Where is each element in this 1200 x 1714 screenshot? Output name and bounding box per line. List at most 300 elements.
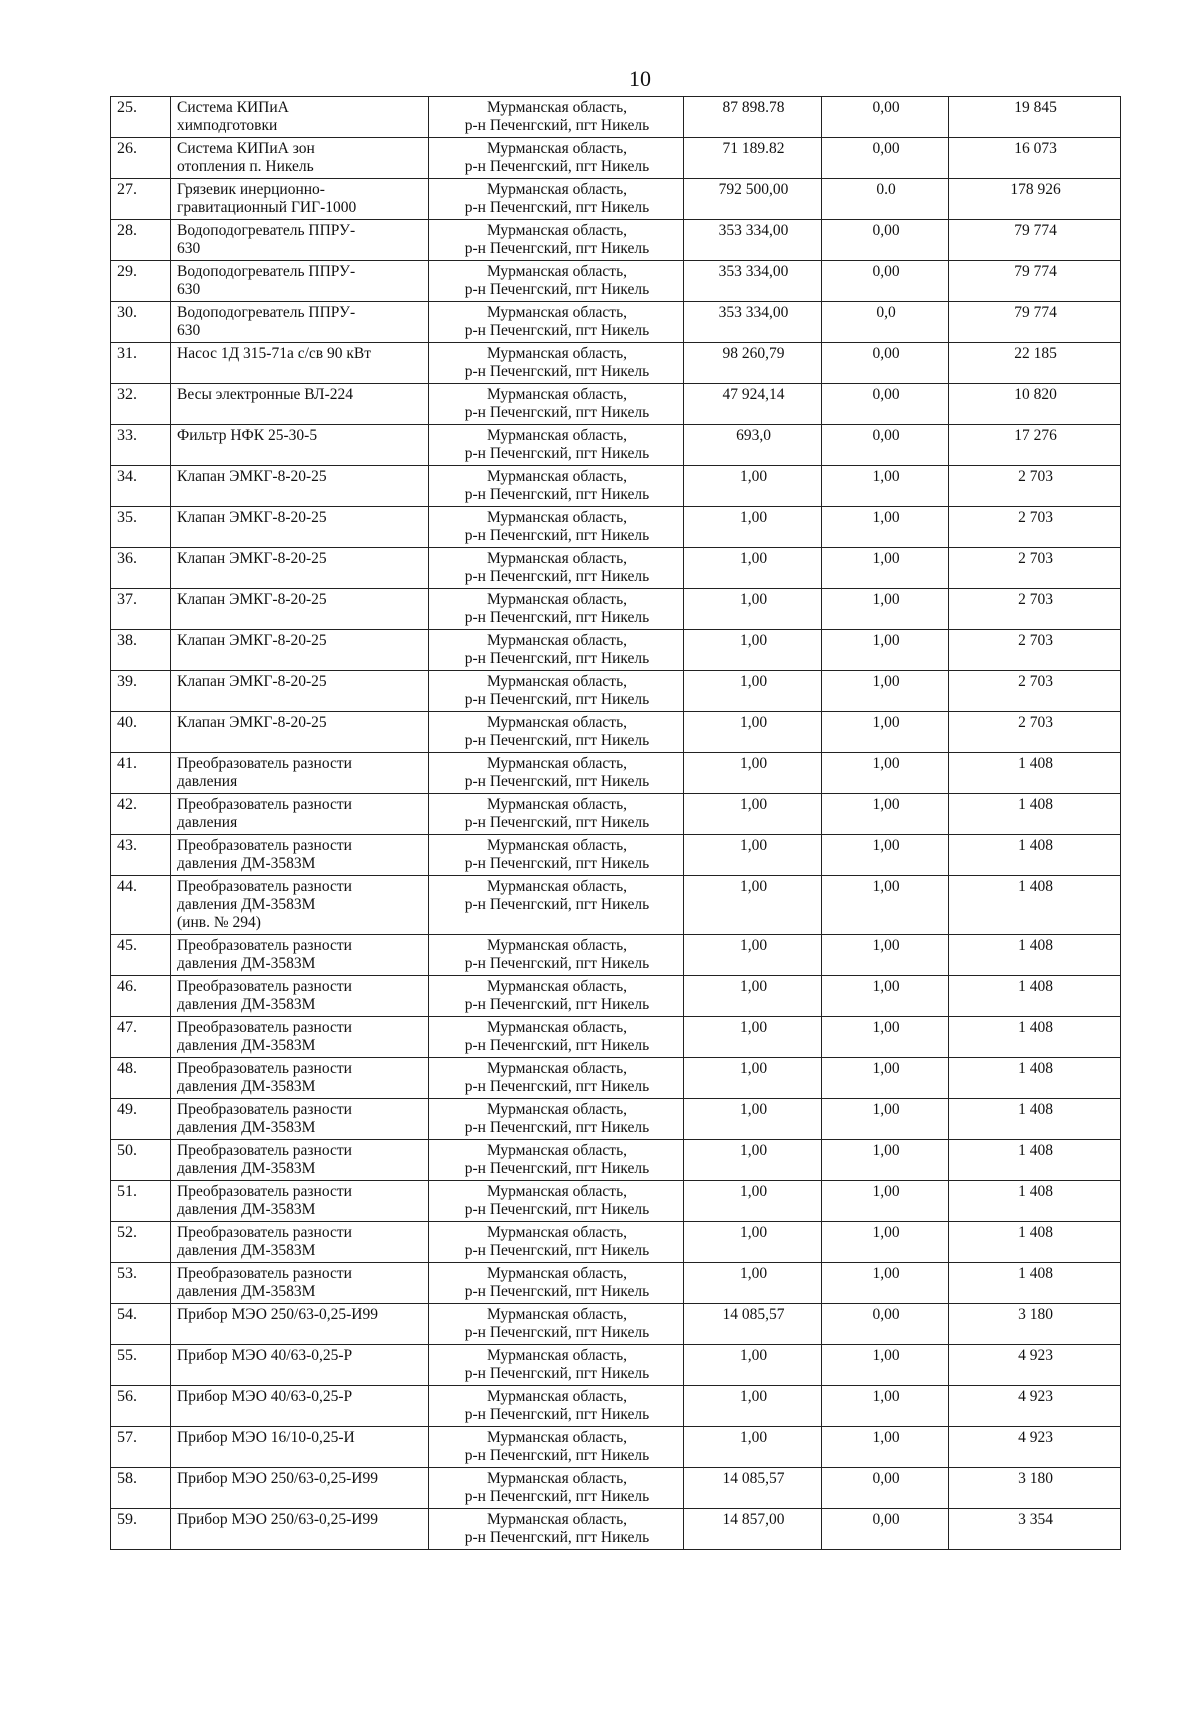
- item-value-3: 1 408: [949, 935, 1121, 976]
- item-name: [171, 1386, 429, 1427]
- row-number: 35.: [111, 507, 171, 548]
- item-value-2: 1,00: [822, 1345, 949, 1386]
- item-address-line: Мурманская область,: [486, 345, 628, 362]
- item-value-1: 47 924,14: [684, 384, 822, 425]
- item-address-line: р-н Печенгский, пгт Никель: [464, 732, 650, 749]
- table-row: [111, 220, 1121, 261]
- row-number: 56.: [111, 1386, 171, 1427]
- item-address-line: Мурманская область,: [486, 1429, 628, 1446]
- item-name: [171, 630, 429, 671]
- item-value-2: 0.0: [822, 179, 949, 220]
- item-value-1: 14 857,00: [684, 1509, 822, 1550]
- item-address: [429, 1099, 684, 1140]
- item-address-line: Мурманская область,: [486, 1511, 628, 1528]
- item-name-line: давления ДМ-3583М: [177, 1037, 316, 1054]
- item-address-line: р-н Печенгский, пгт Никель: [464, 527, 650, 544]
- item-name-line: Преобразователь разности: [177, 1060, 352, 1077]
- item-value-1: 1,00: [684, 1058, 822, 1099]
- item-address-line: Мурманская область,: [486, 509, 628, 526]
- item-value-3: 16 073: [949, 138, 1121, 179]
- item-value-1: 1,00: [684, 976, 822, 1017]
- item-name-line: Преобразователь разности: [177, 755, 352, 772]
- item-address-line: Мурманская область,: [486, 978, 628, 995]
- item-address-line: р-н Печенгский, пгт Никель: [464, 691, 650, 708]
- item-value-1: 353 334,00: [684, 220, 822, 261]
- item-value-2: 1,00: [822, 794, 949, 835]
- item-address-line: Мурманская область,: [486, 181, 628, 198]
- table-row: [111, 179, 1121, 220]
- item-address-line: Мурманская область,: [486, 796, 628, 813]
- item-name-line: давления ДМ-3583М: [177, 996, 316, 1013]
- item-value-3: 1 408: [949, 1099, 1121, 1140]
- item-address-line: Мурманская область,: [486, 837, 628, 854]
- item-value-2: 0,0: [822, 302, 949, 343]
- row-number: 51.: [111, 1181, 171, 1222]
- item-name-line: Водоподогреватель ППРУ-: [177, 222, 356, 239]
- table-row: [111, 507, 1121, 548]
- item-address-line: Мурманская область,: [486, 304, 628, 321]
- item-address: [429, 630, 684, 671]
- item-address: [429, 220, 684, 261]
- item-name-line: гравитационный ГИГ-1000: [177, 199, 357, 216]
- table-row: [111, 1181, 1121, 1222]
- item-address: [429, 976, 684, 1017]
- item-value-1: 1,00: [684, 1017, 822, 1058]
- item-address-line: Мурманская область,: [486, 1142, 628, 1159]
- item-value-2: 1,00: [822, 1263, 949, 1304]
- asset-table: [110, 96, 1121, 1550]
- table-row: [111, 1468, 1121, 1509]
- item-address: [429, 1304, 684, 1345]
- table-row: [111, 753, 1121, 794]
- row-number: 29.: [111, 261, 171, 302]
- item-address: [429, 1017, 684, 1058]
- item-name-line: Преобразователь разности: [177, 978, 352, 995]
- item-value-2: 1,00: [822, 935, 949, 976]
- item-name: [171, 97, 429, 138]
- row-number: 44.: [111, 876, 171, 935]
- item-value-2: 0,00: [822, 384, 949, 425]
- item-value-3: 79 774: [949, 302, 1121, 343]
- item-address-line: Мурманская область,: [486, 1183, 628, 1200]
- item-value-3: 2 703: [949, 466, 1121, 507]
- item-name-line: Фильтр НФК 25-30-5: [177, 427, 318, 444]
- table-row: [111, 1017, 1121, 1058]
- item-name-line: Клапан ЭМКГ-8-20-25: [177, 673, 327, 690]
- item-name: [171, 1140, 429, 1181]
- item-name: [171, 976, 429, 1017]
- item-value-1: 14 085,57: [684, 1468, 822, 1509]
- item-value-1: 1,00: [684, 1386, 822, 1427]
- item-value-1: 1,00: [684, 548, 822, 589]
- item-address-line: Мурманская область,: [486, 632, 628, 649]
- item-address: [429, 97, 684, 138]
- item-name: [171, 1099, 429, 1140]
- item-address: [429, 261, 684, 302]
- item-address-line: р-н Печенгский, пгт Никель: [464, 1447, 650, 1464]
- item-address-line: Мурманская область,: [486, 550, 628, 567]
- item-address-line: р-н Печенгский, пгт Никель: [464, 1406, 650, 1423]
- item-name-line: Весы электронные ВЛ-224: [177, 386, 353, 403]
- item-address-line: р-н Печенгский, пгт Никель: [464, 855, 650, 872]
- item-value-1: 14 085,57: [684, 1304, 822, 1345]
- item-value-3: 79 774: [949, 220, 1121, 261]
- item-name-line: Преобразователь разности: [177, 837, 352, 854]
- item-address: [429, 548, 684, 589]
- item-value-3: 1 408: [949, 1263, 1121, 1304]
- item-value-3: 1 408: [949, 1222, 1121, 1263]
- item-value-1: 353 334,00: [684, 302, 822, 343]
- item-address-line: р-н Печенгский, пгт Никель: [464, 281, 650, 298]
- table-row: [111, 589, 1121, 630]
- item-value-1: 1,00: [684, 1345, 822, 1386]
- item-value-3: 1 408: [949, 876, 1121, 935]
- item-value-2: 1,00: [822, 1140, 949, 1181]
- item-name: [171, 671, 429, 712]
- item-address-line: р-н Печенгский, пгт Никель: [464, 322, 650, 339]
- row-number: 42.: [111, 794, 171, 835]
- item-value-1: 693,0: [684, 425, 822, 466]
- item-name-line: Клапан ЭМКГ-8-20-25: [177, 509, 327, 526]
- table-row: [111, 466, 1121, 507]
- item-name-line: давления ДМ-3583М: [177, 855, 316, 872]
- row-number: 40.: [111, 712, 171, 753]
- row-number: 27.: [111, 179, 171, 220]
- row-number: 30.: [111, 302, 171, 343]
- row-number: 26.: [111, 138, 171, 179]
- item-address: [429, 1345, 684, 1386]
- item-address-line: р-н Печенгский, пгт Никель: [464, 1119, 650, 1136]
- item-address-line: Мурманская область,: [486, 140, 628, 157]
- table-row: [111, 935, 1121, 976]
- row-number: 28.: [111, 220, 171, 261]
- item-value-3: 2 703: [949, 507, 1121, 548]
- item-name: [171, 138, 429, 179]
- item-name: [171, 220, 429, 261]
- table-row: [111, 138, 1121, 179]
- row-number: 47.: [111, 1017, 171, 1058]
- item-name-line: Преобразователь разности: [177, 796, 352, 813]
- item-value-2: 0,00: [822, 343, 949, 384]
- table-row: [111, 835, 1121, 876]
- item-address-line: Мурманская область,: [486, 468, 628, 485]
- table-row: [111, 1509, 1121, 1550]
- item-address: [429, 466, 684, 507]
- item-address-line: Мурманская область,: [486, 1347, 628, 1364]
- item-name: [171, 1345, 429, 1386]
- item-value-3: 1 408: [949, 835, 1121, 876]
- item-value-2: 1,00: [822, 1427, 949, 1468]
- item-value-2: 0,00: [822, 1509, 949, 1550]
- item-name: [171, 179, 429, 220]
- row-number: 32.: [111, 384, 171, 425]
- item-name-line: Преобразователь разности: [177, 1183, 352, 1200]
- item-address-line: Мурманская область,: [486, 1224, 628, 1241]
- item-value-2: 1,00: [822, 1099, 949, 1140]
- item-name-line: Клапан ЭМКГ-8-20-25: [177, 714, 327, 731]
- item-value-1: 87 898.78: [684, 97, 822, 138]
- row-number: 39.: [111, 671, 171, 712]
- row-number: 48.: [111, 1058, 171, 1099]
- table-row: [111, 343, 1121, 384]
- item-name-line: Система КИПиА зон: [177, 140, 315, 157]
- item-address-line: р-н Печенгский, пгт Никель: [464, 996, 650, 1013]
- item-address-line: р-н Печенгский, пгт Никель: [464, 486, 650, 503]
- item-address-line: Мурманская область,: [486, 1388, 628, 1405]
- item-value-3: 1 408: [949, 976, 1121, 1017]
- item-value-2: 0,00: [822, 425, 949, 466]
- item-value-1: 1,00: [684, 876, 822, 935]
- item-name-line: давления: [177, 814, 238, 831]
- item-name: [171, 1181, 429, 1222]
- item-name-line: 630: [177, 322, 201, 339]
- row-number: 45.: [111, 935, 171, 976]
- item-address: [429, 138, 684, 179]
- table-row: [111, 671, 1121, 712]
- item-address-line: Мурманская область,: [486, 591, 628, 608]
- row-number: 38.: [111, 630, 171, 671]
- item-address: [429, 1222, 684, 1263]
- item-address-line: р-н Печенгский, пгт Никель: [464, 1242, 650, 1259]
- item-address-line: Мурманская область,: [486, 263, 628, 280]
- item-address: [429, 671, 684, 712]
- table-row: [111, 384, 1121, 425]
- item-name-line: Прибор МЭО 40/63-0,25-Р: [177, 1347, 353, 1364]
- item-address: [429, 1263, 684, 1304]
- table-row: [111, 1222, 1121, 1263]
- item-name-line: Преобразователь разности: [177, 1019, 352, 1036]
- item-value-3: 79 774: [949, 261, 1121, 302]
- item-name: [171, 589, 429, 630]
- item-name-line: Преобразователь разности: [177, 878, 352, 895]
- item-name-line: 630: [177, 240, 201, 257]
- item-address-line: р-н Печенгский, пгт Никель: [464, 650, 650, 667]
- item-value-2: 1,00: [822, 1222, 949, 1263]
- item-name-line: Клапан ЭМКГ-8-20-25: [177, 632, 327, 649]
- item-value-2: 0,00: [822, 261, 949, 302]
- item-name: [171, 261, 429, 302]
- item-address-line: р-н Печенгский, пгт Никель: [464, 158, 650, 175]
- item-name-line: давления ДМ-3583М: [177, 1283, 316, 1300]
- item-address-line: р-н Печенгский, пгт Никель: [464, 1488, 650, 1505]
- item-name: [171, 753, 429, 794]
- item-value-2: 1,00: [822, 712, 949, 753]
- item-name-line: Преобразователь разности: [177, 1224, 352, 1241]
- item-name-line: Прибор МЭО 250/63-0,25-И99: [177, 1470, 378, 1487]
- table-row: [111, 712, 1121, 753]
- item-value-1: 1,00: [684, 1140, 822, 1181]
- item-name: [171, 384, 429, 425]
- item-name-line: Грязевик инерционно-: [177, 181, 325, 198]
- item-value-2: 1,00: [822, 630, 949, 671]
- row-number: 34.: [111, 466, 171, 507]
- table-row: [111, 1058, 1121, 1099]
- item-address-line: Мурманская область,: [486, 755, 628, 772]
- item-value-3: 2 703: [949, 671, 1121, 712]
- item-value-1: 1,00: [684, 1222, 822, 1263]
- item-value-3: 1 408: [949, 1017, 1121, 1058]
- row-number: 58.: [111, 1468, 171, 1509]
- item-value-2: 1,00: [822, 548, 949, 589]
- item-value-3: 3 180: [949, 1304, 1121, 1345]
- item-address-line: Мурманская область,: [486, 1470, 628, 1487]
- item-value-1: 1,00: [684, 630, 822, 671]
- item-value-1: 1,00: [684, 753, 822, 794]
- item-name: [171, 876, 429, 935]
- item-value-1: 71 189.82: [684, 138, 822, 179]
- item-address-line: р-н Печенгский, пгт Никель: [464, 896, 650, 913]
- item-value-1: 1,00: [684, 507, 822, 548]
- item-address: [429, 302, 684, 343]
- item-value-2: 0,00: [822, 138, 949, 179]
- item-address-line: р-н Печенгский, пгт Никель: [464, 814, 650, 831]
- row-number: 54.: [111, 1304, 171, 1345]
- item-name: [171, 1304, 429, 1345]
- table-row: [111, 1140, 1121, 1181]
- item-value-1: 1,00: [684, 1181, 822, 1222]
- row-number: 37.: [111, 589, 171, 630]
- item-name: [171, 1427, 429, 1468]
- item-address: [429, 1140, 684, 1181]
- item-name-line: Преобразователь разности: [177, 1265, 352, 1282]
- item-value-1: 1,00: [684, 712, 822, 753]
- row-number: 33.: [111, 425, 171, 466]
- row-number: 43.: [111, 835, 171, 876]
- row-number: 57.: [111, 1427, 171, 1468]
- item-value-2: 1,00: [822, 1386, 949, 1427]
- table-row: [111, 1427, 1121, 1468]
- item-name: [171, 794, 429, 835]
- item-value-3: 3 180: [949, 1468, 1121, 1509]
- row-number: 41.: [111, 753, 171, 794]
- item-value-1: 1,00: [684, 935, 822, 976]
- item-name: [171, 1263, 429, 1304]
- item-name-line: давления ДМ-3583М: [177, 1242, 316, 1259]
- item-address-line: р-н Печенгский, пгт Никель: [464, 609, 650, 626]
- item-address-line: р-н Печенгский, пгт Никель: [464, 363, 650, 380]
- item-name-line: давления: [177, 773, 238, 790]
- item-address-line: Мурманская область,: [486, 1060, 628, 1077]
- row-number: 25.: [111, 97, 171, 138]
- item-name: [171, 1017, 429, 1058]
- item-address-line: Мурманская область,: [486, 714, 628, 731]
- item-address-line: Мурманская область,: [486, 1101, 628, 1118]
- item-value-1: 1,00: [684, 671, 822, 712]
- item-address: [429, 507, 684, 548]
- item-value-2: 1,00: [822, 466, 949, 507]
- item-value-1: 1,00: [684, 835, 822, 876]
- table-row: [111, 976, 1121, 1017]
- item-address-line: р-н Печенгский, пгт Никель: [464, 1078, 650, 1095]
- item-value-3: 4 923: [949, 1345, 1121, 1386]
- item-name-line: химподготовки: [177, 117, 278, 134]
- item-address-line: Мурманская область,: [486, 1265, 628, 1282]
- row-number: 53.: [111, 1263, 171, 1304]
- item-value-3: 22 185: [949, 343, 1121, 384]
- item-name-line: 630: [177, 281, 201, 298]
- item-value-3: 1 408: [949, 1140, 1121, 1181]
- item-name-line: Клапан ЭМКГ-8-20-25: [177, 550, 327, 567]
- item-name-line: Преобразователь разности: [177, 1142, 352, 1159]
- item-value-3: 3 354: [949, 1509, 1121, 1550]
- item-address-line: р-н Печенгский, пгт Никель: [464, 1201, 650, 1218]
- item-address: [429, 384, 684, 425]
- item-value-3: 10 820: [949, 384, 1121, 425]
- item-value-2: 1,00: [822, 589, 949, 630]
- item-address: [429, 1386, 684, 1427]
- table-row: [111, 548, 1121, 589]
- item-name-line: (инв. № 294): [177, 914, 261, 931]
- item-value-3: 1 408: [949, 1058, 1121, 1099]
- item-name-line: отопления п. Никель: [177, 158, 314, 175]
- item-value-2: 0,00: [822, 97, 949, 138]
- item-address-line: Мурманская область,: [486, 1306, 628, 1323]
- row-number: 49.: [111, 1099, 171, 1140]
- item-name: [171, 302, 429, 343]
- item-address: [429, 1058, 684, 1099]
- item-value-2: 0,00: [822, 220, 949, 261]
- item-address-line: р-н Печенгский, пгт Никель: [464, 404, 650, 421]
- table-row: [111, 1263, 1121, 1304]
- table-row: [111, 876, 1121, 935]
- item-address-line: Мурманская область,: [486, 386, 628, 403]
- item-name: [171, 466, 429, 507]
- item-address: [429, 1509, 684, 1550]
- item-value-3: 1 408: [949, 1181, 1121, 1222]
- item-address: [429, 1427, 684, 1468]
- item-address: [429, 794, 684, 835]
- item-value-1: 98 260,79: [684, 343, 822, 384]
- item-address: [429, 343, 684, 384]
- item-address-line: Мурманская область,: [486, 878, 628, 895]
- item-value-3: 178 926: [949, 179, 1121, 220]
- item-name: [171, 835, 429, 876]
- item-name-line: Система КИПиА: [177, 99, 289, 116]
- item-name: [171, 1058, 429, 1099]
- item-address-line: р-н Печенгский, пгт Никель: [464, 1529, 650, 1546]
- asset-table-body: [111, 97, 1121, 1550]
- item-name: [171, 1468, 429, 1509]
- item-name-line: давления ДМ-3583М: [177, 955, 316, 972]
- item-name-line: Прибор МЭО 16/10-0,25-И: [177, 1429, 355, 1446]
- table-row: [111, 261, 1121, 302]
- item-value-1: 1,00: [684, 589, 822, 630]
- item-address-line: р-н Печенгский, пгт Никель: [464, 955, 650, 972]
- table-row: [111, 1099, 1121, 1140]
- table-row: [111, 794, 1121, 835]
- item-address-line: р-н Печенгский, пгт Никель: [464, 117, 650, 134]
- row-number: 52.: [111, 1222, 171, 1263]
- item-value-1: 1,00: [684, 1427, 822, 1468]
- table-row: [111, 1386, 1121, 1427]
- item-address: [429, 876, 684, 935]
- item-name-line: Клапан ЭМКГ-8-20-25: [177, 468, 327, 485]
- item-name: [171, 548, 429, 589]
- item-value-3: 1 408: [949, 794, 1121, 835]
- item-value-2: 1,00: [822, 876, 949, 935]
- item-value-2: 0,00: [822, 1468, 949, 1509]
- item-address-line: р-н Печенгский, пгт Никель: [464, 1324, 650, 1341]
- item-address: [429, 935, 684, 976]
- table-row: [111, 1304, 1121, 1345]
- row-number: 50.: [111, 1140, 171, 1181]
- item-name-line: давления ДМ-3583М: [177, 1160, 316, 1177]
- item-name-line: давления ДМ-3583М: [177, 1201, 316, 1218]
- item-name-line: давления ДМ-3583М: [177, 1119, 316, 1136]
- item-name: [171, 507, 429, 548]
- item-address: [429, 589, 684, 630]
- item-name-line: Преобразователь разности: [177, 1101, 352, 1118]
